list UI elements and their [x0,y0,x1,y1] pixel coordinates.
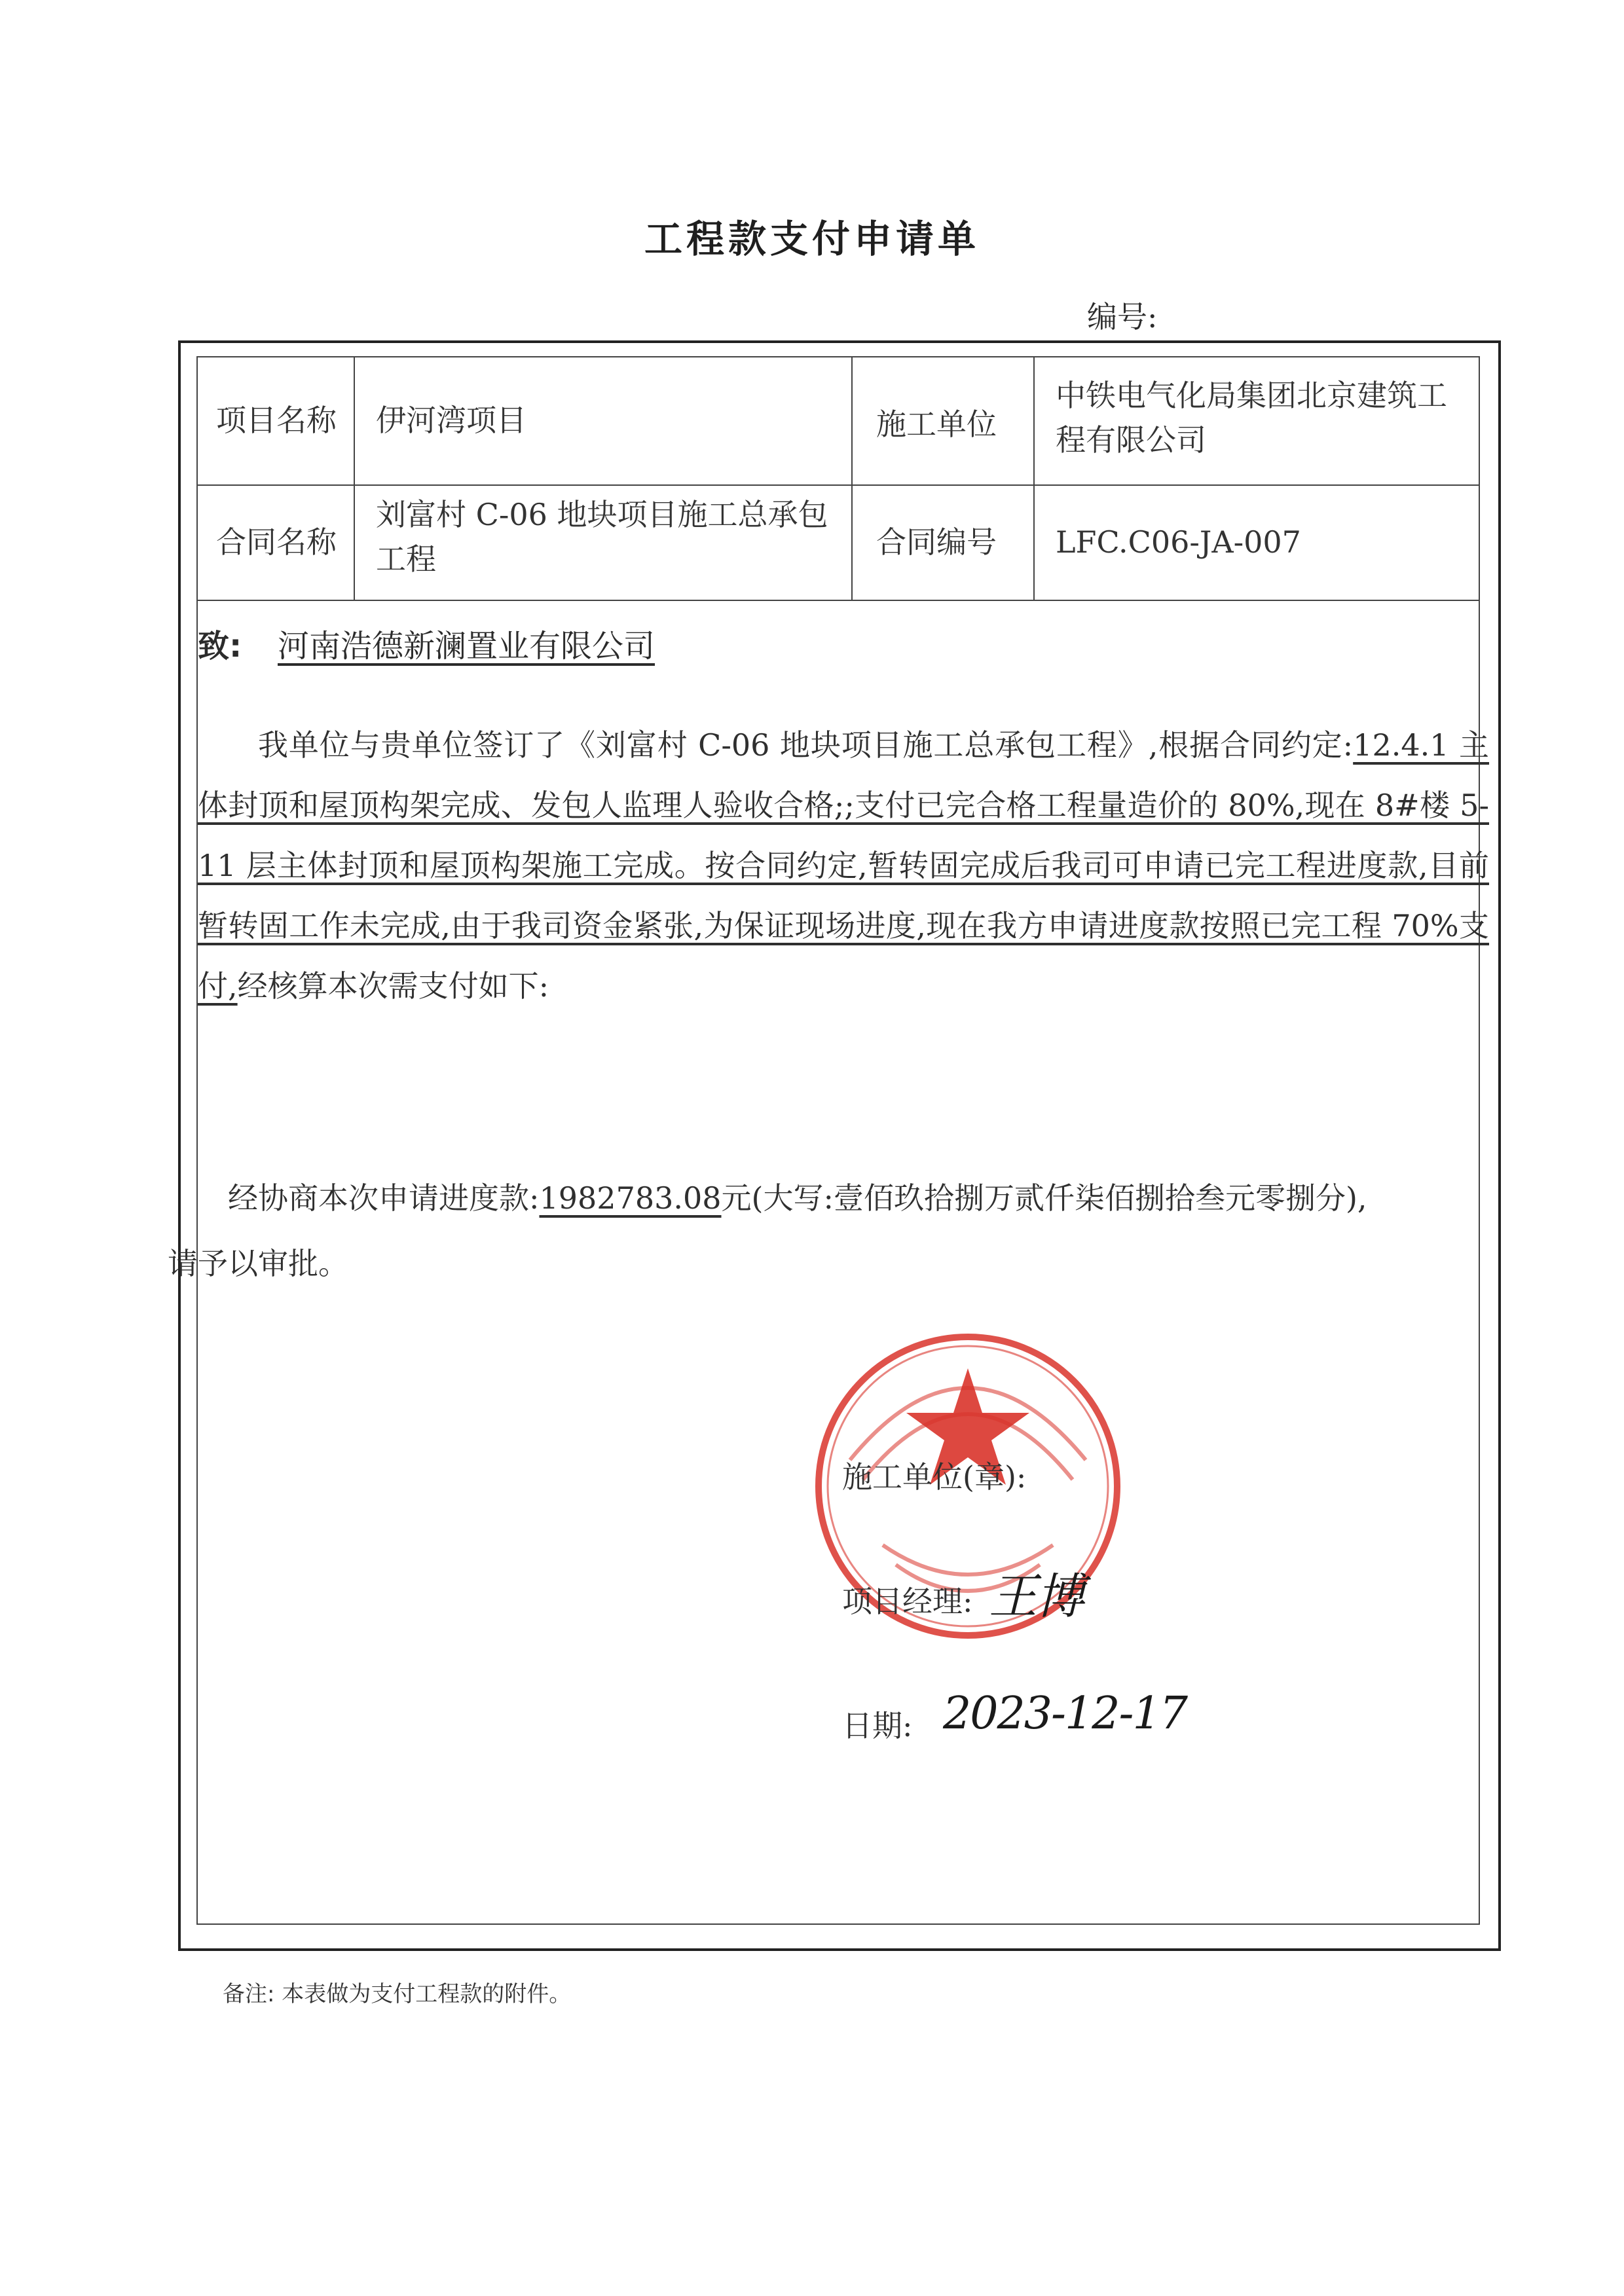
table-row-divider [198,484,1479,486]
amount-value: 1982783.08 [539,1180,722,1216]
table-col-divider [354,357,355,600]
amount-paragraph [168,1165,1489,1296]
date-label: 日期: [842,1708,913,1743]
body-conclusion: 经核算本次需支付如下: [237,968,549,1004]
manager-signature: 王博 [989,1569,1083,1625]
contract-number-label: 合同编号 [876,524,997,560]
footnote: 备注: 本表做为支付工程款的附件。 [223,1981,572,2007]
date-handwritten: 2023-12-17 [943,1688,1187,1740]
contractor-label: 施工单位 [876,407,997,442]
table-col-divider [851,357,853,600]
contractor-seal-label: 施工单位(章): [842,1459,1027,1495]
approval-request: 请予以审批。 [168,1246,348,1281]
form-inner-frame [196,356,1480,1925]
addressee-value: 河南浩德新澜置业有限公司 [278,628,655,665]
amount-suffix: 元(大写:壹佰玖拾捌万贰仟柒佰捌拾叁元零捌分), [721,1180,1367,1216]
table-col-divider [1033,357,1035,600]
contract-name-label: 合同名称 [216,524,337,560]
form-frame [178,340,1501,1951]
project-name-value: 伊河湾项目 [376,403,526,438]
addressee-label: 致: [198,628,242,665]
contractor-value: 中铁电气化局集团北京建筑工程有限公司 [1056,378,1447,458]
amount-prefix: 经协商本次申请进度款: [228,1180,540,1216]
page-title: 工程款支付申请单 [644,217,980,261]
contract-number-value: LFC.C06-JA-007 [1056,524,1301,560]
serial-number-label: 编号: [1087,299,1158,335]
table-row-divider [198,600,1479,601]
body-intro: 我单位与贵单位签订了《刘富村 C-06 地块项目施工总承包工程》,根据合同约定: [258,727,1354,763]
body-terms: 12.4.1 主体封顶和屋顶构架完成、发包人监理人验收合格;;支付已完合格工程量造价的 80%,现在 8#楼 5-11 层主体封顶和屋顶构架施工完成。按合同约定,暂转固完成后我司可申请已完工程进度款,目前暂转固工作未完成,由于我司资金紧张,为保证现场进度,现在我方申请进度款按照已完工程 70%支付, [198,727,1490,1004]
project-manager-label: 项目经理: [842,1584,973,1619]
contract-name-value: 刘富村 C-06 地块项目施工总承包工程 [376,497,828,577]
request-body [198,715,1489,1016]
project-name-label: 项目名称 [216,403,337,438]
